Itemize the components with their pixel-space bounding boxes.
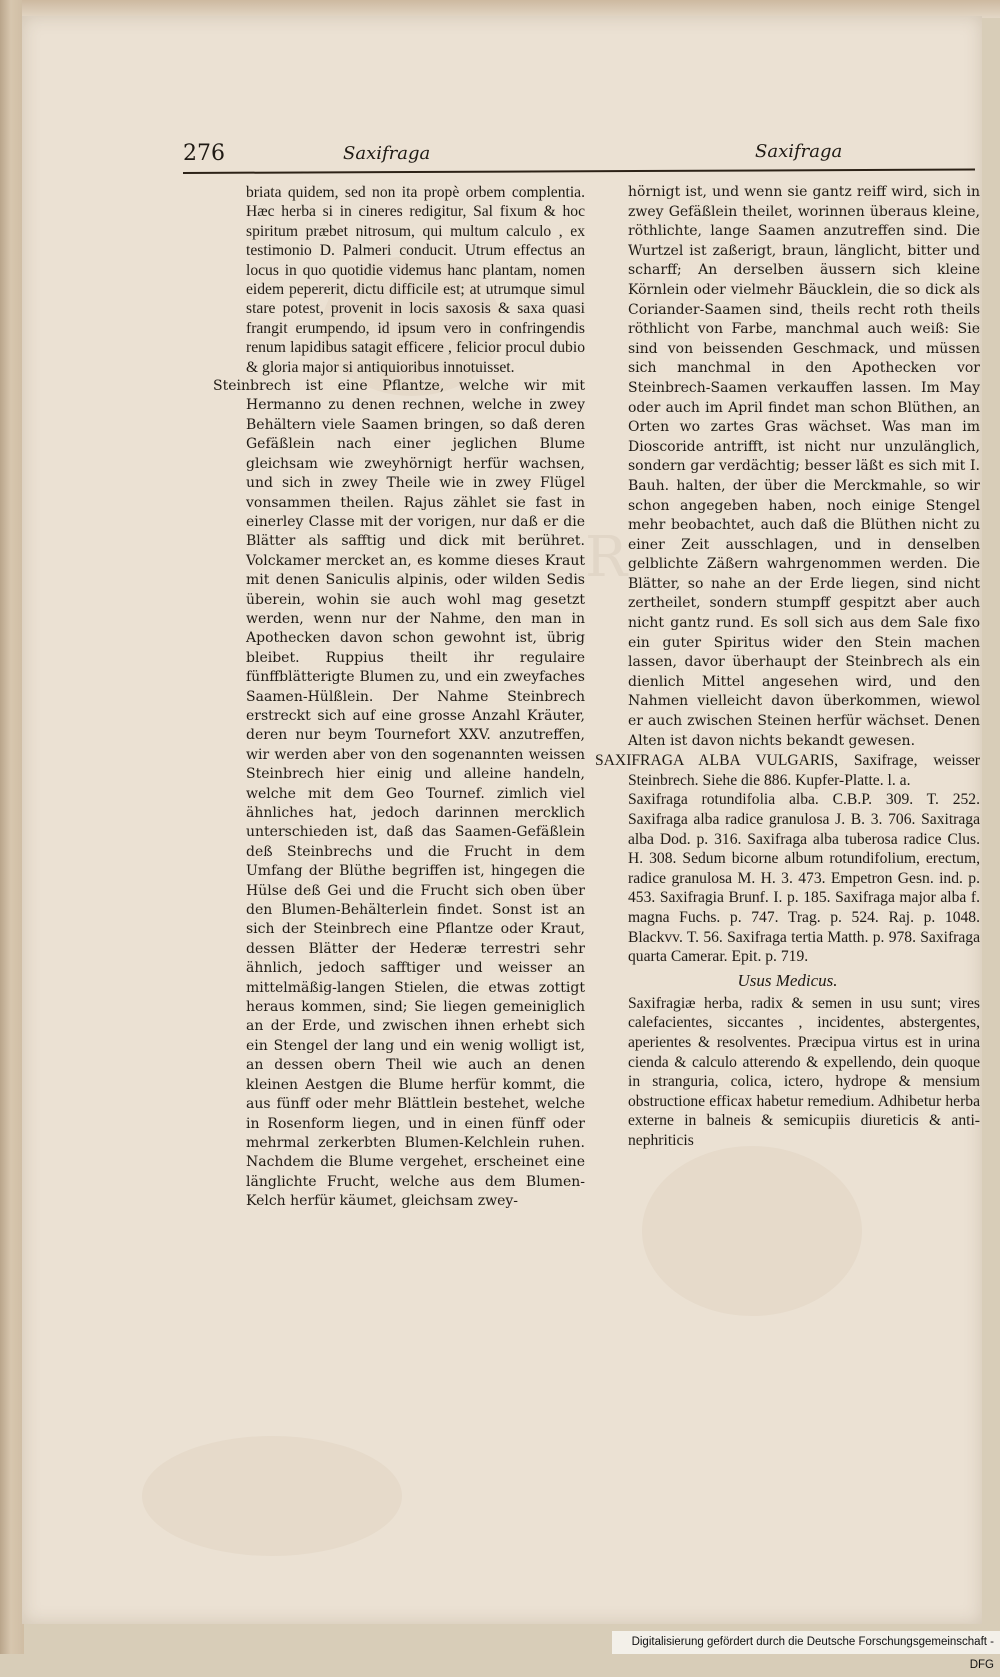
right-column [595, 183, 980, 1151]
page-header [183, 141, 993, 171]
paper-stain [142, 1436, 402, 1556]
german-continuation: hörnigt ist, und wenn sie gantz reiff wird, sich in zwey Gefäßlein theilet, worinnen überaus kleine, röthlichte, lange Saamen anzutreffen sind. Die Wurtzel ist zaßerigt, braun, länglicht, bitter und scharff; An derselben äussern sich kleine Körnlein oder vielmehr Bäucklein, die so dick als Coriander-Saamen sind, theils recht roth theils röthlicht von Farbe, manchmal auch weiß: Sie sind von beissenden Geschmack, und müssen sich manchmal in den Apothecken vor Steinbrech-Saamen verkauffen lassen. Im May oder auch im April findet man schon Blüthen, an Orten wo zartes Gras wächset. Was man im Dioscoride antrifft, ist nicht nur unzulänglich, sondern gar verdächtig; besser läßt es sich mit I. Bauh. halten, der über die Merckmahle, so wir schon angegeben haben, noch einige Stengel mehr beobachtet, auch daß die Blüthen nicht zu einer Zeit ausschlagen, und in denselben gelblichte Zäßern wahrgenommen werden. Die Blätter, so nahe an der Erde liegen, sind nicht zertheilet, sondern stumpff gespitzt aber auch nicht gantz rund. Es soll sich aus dem Sale fixo ein guter Spiritus wider den Stein machen lassen, davor überhaupt der Steinbrech als ein dienlich Mittel angesehen wird, und den Nahmen vielleicht davon überkommen, wiewol er auch zwischen Steinen herfür wächset. Denen Alten ist davon nichts bekandt gewesen. [628, 184, 980, 749]
entry-heading: SAXIFRAGA ALBA VULGARIS, Saxifrage, weisser Steinbrech. Siehe die 886. Kupfer-Platte. l. a. [595, 752, 980, 789]
paper-stain [642, 1146, 862, 1316]
usus-paragraph: Saxifragiæ herba, radix & semen in usu sunt; vires calefacientes, siccantes , incidentes, abstergentes, aperientes & resolventes. Præcipua virtus est in urina cienda & calculo atterendo & expellendo, dein quoque in stranguria, colica, ictero, hydrope & mensium obstructione efficax habetur remedium. Adhibetur herba externe in balneis & semicupiis diureticis & anti-nephriticis [628, 994, 980, 1149]
book-spine [0, 0, 24, 1654]
bleed-through-letter: R [585, 525, 628, 590]
synonyms-paragraph: Saxifraga rotundifolia alba. C.B.P. 309. T. 252. Saxifraga alba radice granulosa J. B. 3. 706. Saxitraga alba Dod. p. 316. Saxifraga alba tuberosa radice Clus. H. 308. Sedum bicorne album rotundifolium, erectum, radice granulosa M. H. 3. 473. Empetron Gesn. ind. p. 453. Saxifragia Brunf. I. p. 185. Saxifraga major alba f. magna Fuchs. p. 747. Trag. p. 524. Raj. p. 1048. Blackvv. T. 56. Saxifraga tertia Matth. p. 978. Saxifraga quarta Camerar. Epit. p. 719. [628, 791, 980, 966]
section-heading: Usus Medicus. [737, 970, 838, 990]
german-paragraph: Steinbrech ist eine Pflantze, welche wir mit Hermanno zu denen rechnen, welche in zwey Behältern viele Saamen bringen, so daß deren Gefäßlein nach einer jeglichen Blume gleichsam wie zweyhörnigt herfür wachsen, und sich in zwey Theile wie in zwey Flügel vonsammen theilen. Rajus zählet sie fast in einerley Classe mit der vorigen, nur daß er die Blätter als safftig und dick mit berühret. Volckamer mercket an, es komme dieses Kraut mit denen Saniculis alpinis, oder wilden Sedis überein, wohin sie auch wohl mag gesetzt werden, wenn nur der Nahme, den man in Apothecken davon schon gewohnt ist, übrig bleibet. Ruppius theilt ihr regulaire fünffblätterigte Blumen zu, und ein zweyfaches Saamen-Hülßlein. Der Nahme Steinbrech erstreckt sich auf eine grosse Anzahl Kräuter, deren nur beym Tournefort XXV. anzutreffen, wir werden aber von den sogenannten weissen Steinbrech hier einig und alleine handeln, welche mit dem Geo Tournef. zimlich viel ähnliches hat, jedoch darinnen mercklich unterschieden ist, daß das Saamen-Gefäßlein deß Steinbrechs und die Frucht in dem Umfang der Blüthe begriffen ist, hingegen die Hülse deß Gei und die Frucht sich oben über den Blumen-Behälterlein findet. Sonst ist an sich der Steinbrech eine Pflantze oder Kraut, dessen Blätter der Hederæ terrestri sehr ähnlich, jedoch safftiger und weisser an mittelmäßig-langen Stielen, die etwas zottigt heraus kommen, sind; Sie liegen gemeiniglich an der Erde, und zwischen ihnen erhebt sich ein Stengel der lang und ein wenig wolligt ist, an dessen obern Theil wie auch an denen kleinen Aestgen die Blume herfür kommt, die aus fünff oder mehr Blättlein bestehet, welche in Rosenform liegen, und in einen fünff oder mehrmal zerkerbten Blumen-Kelchlein ruhen. Nachdem die Blume vergehet, erscheinet eine länglichte Frucht, welche aus dem Blumen-Kelch herfür käumet, gleichsam zwey- [213, 378, 585, 1210]
page-number: 276 [183, 141, 225, 166]
running-title-left: Saxifraga [343, 143, 431, 164]
latin-paragraph: briata quidem, sed non ita propè orbem complentia. Hæc herba si in cineres redigitur, Sal fixum & hoc spiritum præbet nitrosum, qui multum calculo , ex testimonio D. Palmeri conducit. Utrum effectus an locus in quo quotidie videmus hanc plantam, nomen eidem pepererit, dictu difficile est; at utrumque simul stare potest, provenit in locis saxosis & saxa quasi frangit erumpendo, id ipsum vero in confringendis renum lapidibus satagit efficere , felicior procul dubio & gloria major si antiquioribus innotuisset. [246, 184, 585, 376]
dfg-footer: Digitalisierung gefördert durch die Deutsche Forschungsgemeinschaft - DFG [612, 1631, 1000, 1654]
left-column [213, 183, 585, 1212]
running-title-right: Saxifraga [755, 141, 843, 162]
